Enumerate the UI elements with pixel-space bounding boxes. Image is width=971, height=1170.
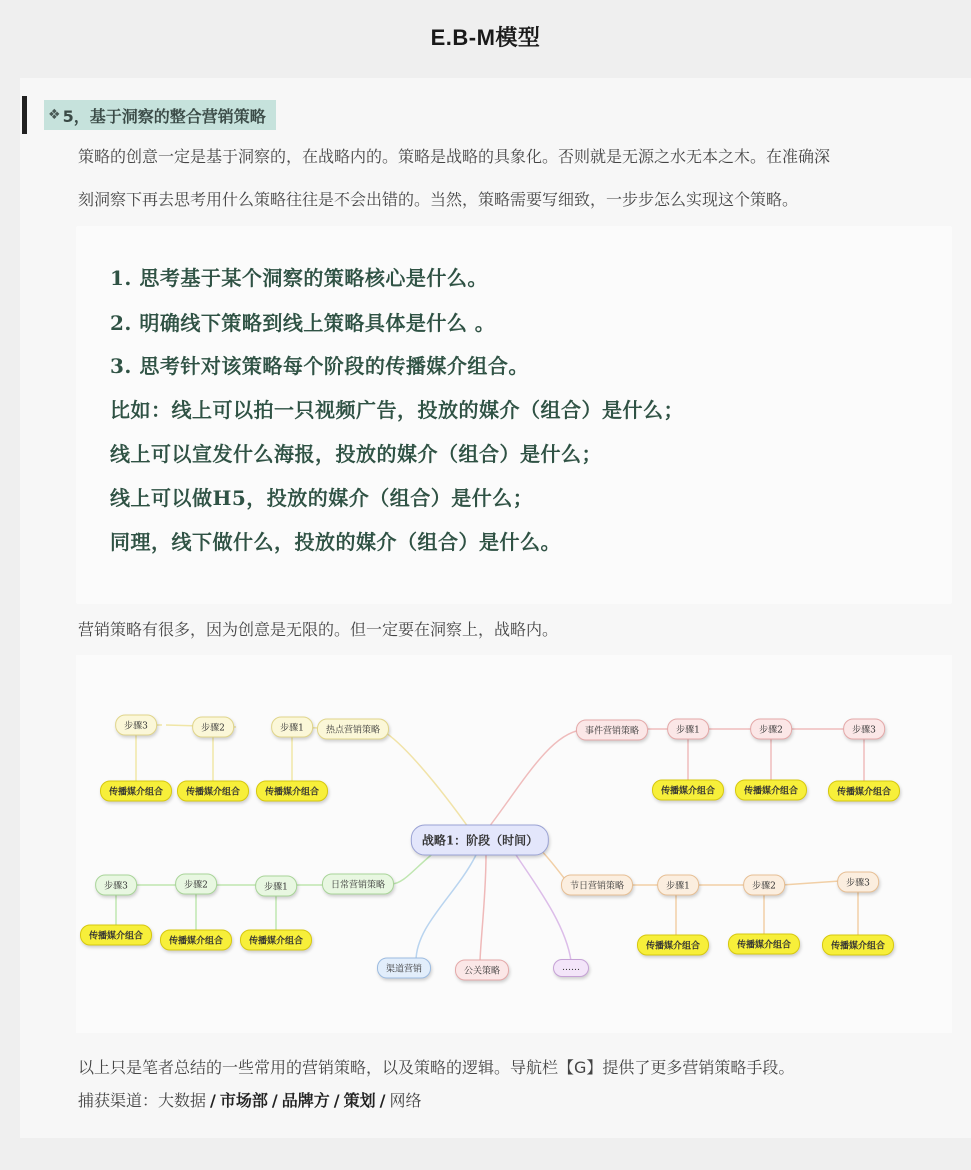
media-mix-node: 传播媒介组合 <box>728 934 800 955</box>
branch-channel-marketing: 渠道营销 <box>377 958 431 979</box>
media-mix-node: 传播媒介组合 <box>160 930 232 951</box>
media-mix-node: 传播媒介组合 <box>240 930 312 951</box>
step-node: 步骤2 <box>175 874 217 895</box>
step-node: 步骤3 <box>95 875 137 896</box>
branch-event-marketing: 事件营销策略 <box>576 720 648 741</box>
channel-separator: / <box>210 1091 216 1110</box>
connector <box>416 855 476 961</box>
step-node: 步骤2 <box>750 719 792 740</box>
media-mix-node: 传播媒介组合 <box>637 935 709 956</box>
channel-separator: / <box>379 1091 386 1110</box>
connector <box>516 855 571 961</box>
step-node: 步骤1 <box>667 719 709 740</box>
step-node: 步骤3 <box>837 872 879 893</box>
section-heading-text: 5，基于洞察的整合营销策略 <box>62 106 266 126</box>
media-mix-node: 传播媒介组合 <box>177 781 249 802</box>
channel-tag: 品牌方 <box>281 1091 330 1110</box>
step-node: 步骤3 <box>843 719 885 740</box>
quote-line: 线上可以做H5，投放的媒介（组合）是什么； <box>110 486 534 510</box>
intro-line-2: 刻洞察下再去思考用什么策略往往是不会出错的。当然，策略需要写细致，一步步怎么实现这个策略。 <box>78 190 799 209</box>
step-node: 步骤2 <box>743 875 785 896</box>
mind-map-diagram <box>76 655 952 1033</box>
media-mix-node: 传播媒介组合 <box>652 780 724 801</box>
branch-more: …… <box>553 959 589 977</box>
quote-line: 2. 明确线下策略到线上策略具体是什么 。 <box>110 311 496 335</box>
step-node: 步骤3 <box>115 715 157 736</box>
middle-text: 营销策略有很多，因为创意是无限的。但一定要在洞察上，战略内。 <box>78 620 559 639</box>
diamond-bullet-icon: ❖ <box>48 107 61 123</box>
media-mix-node: 传播媒介组合 <box>735 780 807 801</box>
section-heading <box>44 100 276 130</box>
channel-separator: / <box>333 1091 340 1110</box>
step-node: 步骤2 <box>192 717 234 738</box>
media-mix-node: 传播媒介组合 <box>822 935 894 956</box>
quote-line: 同理，线下做什么，投放的媒介（组合）是什么。 <box>110 530 561 554</box>
media-mix-node: 传播媒介组合 <box>100 781 172 802</box>
media-mix-node: 传播媒介组合 <box>256 781 328 802</box>
step-node: 步骤1 <box>271 717 313 738</box>
quote-line: 比如：线上可以拍一只视频广告，投放的媒介（组合）是什么； <box>110 398 684 422</box>
channel-tag: 网络 <box>389 1091 422 1110</box>
media-mix-node: 传播媒介组合 <box>828 781 900 802</box>
step-node: 步骤1 <box>657 875 699 896</box>
connector <box>480 855 486 961</box>
quote-line: 3. 思考针对该策略每个阶段的传播媒介组合。 <box>110 354 529 378</box>
mind-map-center-node: 战略1：阶段（时间） <box>411 825 549 856</box>
page-header <box>0 0 971 72</box>
quote-line: 1. 思考基于某个洞察的策略核心是什么。 <box>110 266 488 290</box>
branch-holiday-marketing: 节日营销策略 <box>561 875 633 896</box>
quote-line: 线上可以宣发什么海报，投放的媒介（组合）是什么； <box>110 442 602 466</box>
intro-line-1: 策略的创意一定是基于洞察的，在战略内的。策略是战略的具象化。否则就是无源之水无本之木。在准确深 <box>78 147 831 166</box>
step-node: 步骤1 <box>255 876 297 897</box>
footer-summary: 以上只是笔者总结的一些常用的营销策略，以及策略的逻辑。导航栏【G】提供了更多营销策略手段。 <box>78 1058 795 1077</box>
channel-tag: 大数据 <box>158 1091 207 1110</box>
channel-tag: 策划 <box>343 1091 376 1110</box>
section-accent-bar <box>22 96 27 134</box>
page-title: E.B-M模型 <box>430 24 541 50</box>
capture-channels <box>78 1088 421 1111</box>
branch-pr-strategy: 公关策略 <box>455 960 509 981</box>
media-mix-node: 传播媒介组合 <box>80 925 152 946</box>
channel-separator: / <box>271 1091 278 1110</box>
branch-hot-marketing: 热点营销策略 <box>317 719 389 740</box>
capture-label: 捕获渠道： <box>78 1091 159 1110</box>
channel-tag: 市场部 <box>219 1091 268 1110</box>
branch-daily-marketing: 日常营销策略 <box>322 874 394 895</box>
